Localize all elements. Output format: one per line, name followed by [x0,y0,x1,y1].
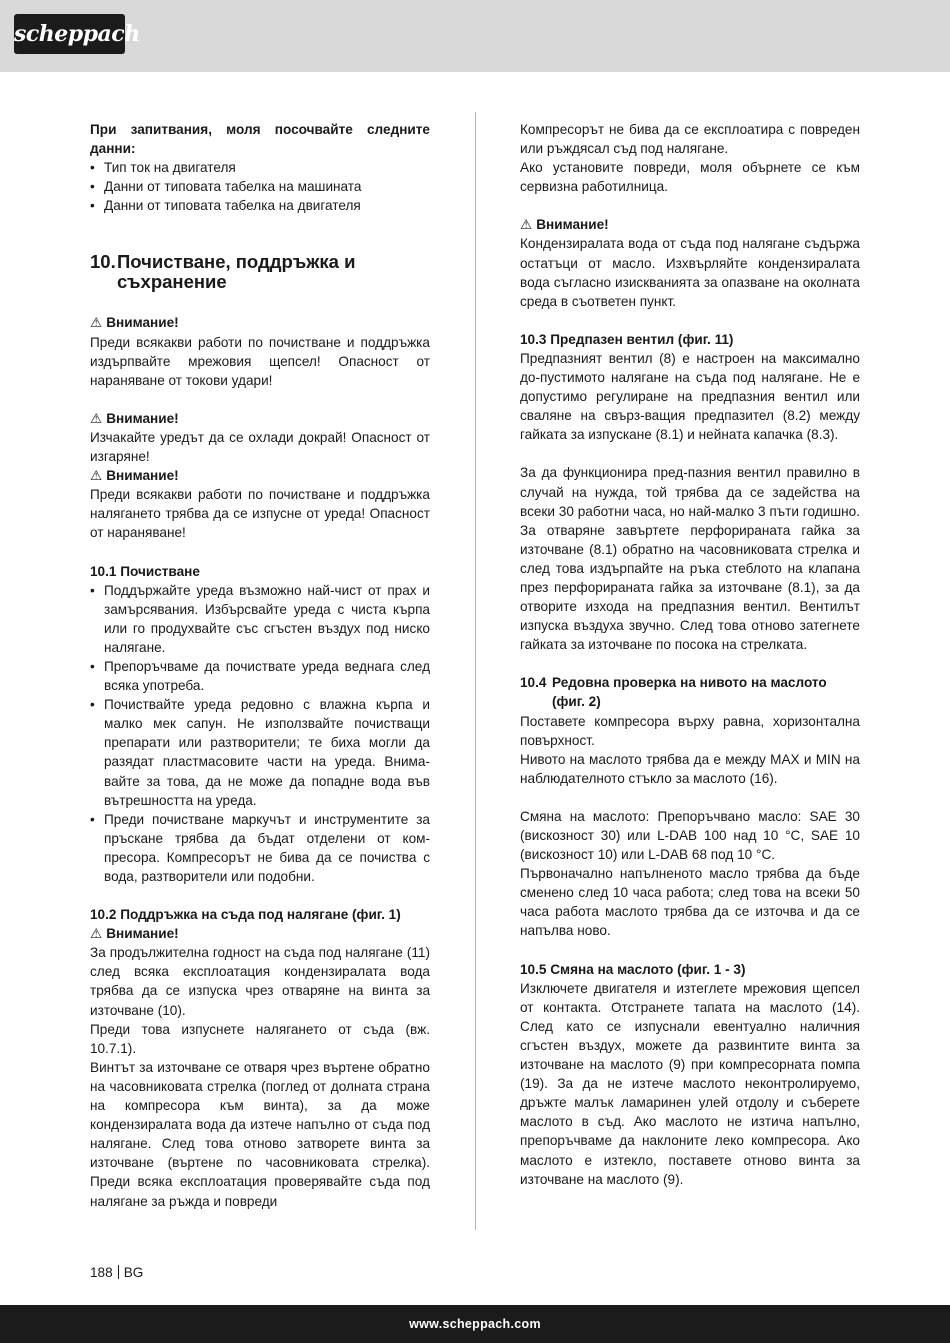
column-divider [475,112,476,1230]
paragraph: Смяна на маслото: Препоръчвано масло: SAE 30 (вискозност 30) или L-DAB 100 над 10 °C, SAE 10 (вискозност 10) или L-DAB 68 под 10 °C. [520,808,860,863]
subsection-heading: 10.5 Смяна на маслото (фиг. 1 - 3) [520,961,746,977]
website-link[interactable]: www.scheppach.com [409,1317,541,1331]
language-code: BG [123,1265,144,1280]
page-footer [90,1265,143,1281]
warning-label: ⚠ Внимание! [520,215,860,234]
paragraph: Предпазният вентил (8) е настроен на максимално до-пустимото налягане на съда под налягане. Не е допустимо регулиране на предпазния вентил или сваляне на свърз-ващия предпазител (8.2) между гайката за изпускане (8.1) и нейната капачка (8.3). [520,350,860,443]
list-item: • Преди почистване маркучът и инструментите за пръскане трябва да бъдат отделени от компресора. Компресорът не бива да се почиства с вода, разтворители или подобни. [90,811,430,884]
warning-label: ⚠ Внимание! [90,924,430,943]
intro-list [90,158,430,215]
paragraph: Преди това изпуснете налягането от съда (вж. 10.7.1). [90,1021,430,1056]
warning-icon: ⚠ [90,468,103,484]
warning-icon: ⚠ [90,410,103,426]
footer-band [0,1305,950,1343]
list-item: • Тип ток на двигателя [90,160,236,176]
paragraph: Изключете двигателя и изтеглете мрежовия щепсел от контакта. Отстранете тапата на маслото (14). След като се изпуснали евентуално наличния сгъстен въздух, можете да развинтите винта за източване на маслото (9) при компресорната помпа (19). За да не изтече маслото неконтролируемо, дръжте малък ламаринен улей отдолу и съберете маслото в съд. Ако маслото не изтича напълно, препоръчваме да наклоните леко компресора. Ако маслото е изтекло, поставете отново винта за източване на маслото (9). [520,980,860,1187]
paragraph: За продължителна годност на съда под налягане (11) след всяка експлоатация кондензиралата вода трябва да се изпуска чрез отваряне на винта за източване (10). [90,945,430,1018]
paragraph: Ако установите повреди, моля обърнете се към сервизна работилница. [520,160,860,195]
list-item: • Данни от типовата табелка на машината [90,179,362,195]
warning-text: Преди всякакви работи по почистване и поддръжка налягането трябва да се изпусне от уреда! Опасност от нараняване! [90,487,430,541]
header-band [0,0,950,72]
left-column [90,120,430,1211]
cleaning-list [90,581,430,887]
intro-heading: При запитвания, моля посочвайте следните данни: [90,122,430,157]
warning-icon: ⚠ [90,926,103,942]
paragraph: Компресорът не бива да се експлоатира с повреден или ръждясал съд под налягане. [520,122,860,157]
warning-label: ⚠ Внимание! [90,409,430,428]
list-item: • Данни от типовата табелка на двигателя [90,198,361,214]
list-item: • Препоръчваме да почиствате уреда веднага след всяка употреба. [90,658,430,694]
list-item: • Почиствайте уреда редовно с влажна кърпа и малко мек сапун. Не използвайте почистващи препарати или разтворители; те биха могли да разядат пластмасовите части на уреда. Внимавайте за това, да не може да попадне вода във вътрешността на уреда. [90,697,430,808]
subsection-heading: 10.3 Предпазен вентил (фиг. 11) [520,331,734,347]
right-column [520,120,860,1189]
section-number: 10. [90,251,116,273]
warning-text: Преди всякакви работи по почистване и поддръжка издърпвайте мрежовия щепсел! Опасност от нараняване от токови удари! [90,334,430,388]
paragraph: Винтът за източване се отваря чрез въртене обратно на часовниковата стрелка (поглед от долната страна на компресора към винта), за да може кондензиралата вода да изтече напълно от съда под налягане. След това отново затворете винта за източване (въртене по часовниковата стрелка). Преди всяка експлоатация проверявайте съда под налягане за ръжда и повреди [90,1059,430,1209]
warning-text: Кондензиралата вода от съда под налягане съдържа остатъци от масло. Изхвърляйте кондензиралата вода съгласно изискванията за опазване на околната среда в съответен пункт. [520,236,860,309]
subsection-heading: 10.2 Поддръжка на съда под налягане (фиг. 1) [90,907,401,923]
paragraph: Поставете компресора върху равна, хоризонтална повърхност. [520,713,860,748]
paragraph: За да функционира пред-пазния вентил правилно в случай на нужда, той трябва да се задейства на всеки 30 работни часа, но най-малко 3 пъти годишно. За отваряне завъртете перфорираната гайка за източване (8.1) обратно на часовниковата стрелка и след това издърпайте на ръка стеблото на клапана през перфорираната гайка за източване (8.1), за да отворите изхода на предпазния вентил. Вентилът изпуска въздуха звучно. След това отново затегнете гайката за източване по посока на стрелката. [520,465,860,653]
section-title: Почистване, поддръжка и съхранение [117,251,356,293]
paragraph: Нивото на маслото трябва да е между MAX и MIN на наблюдателното стъкло за маслото (16). [520,751,860,786]
warning-label: ⚠ Внимание! [90,313,430,332]
section-heading [90,252,430,292]
paragraph: Първоначално напълненото масло трябва да бъде сменено след 10 часа работа; след това на всеки 50 часа работа маслото трябва да се източва и да се напълва ново. [520,866,860,939]
footer-separator [118,1265,119,1279]
page-number: 188 [90,1265,113,1280]
warning-label: ⚠ Внимание! [90,466,430,485]
warning-icon: ⚠ [520,217,533,233]
subsection-heading: 10.4 Редовна проверка на нивото на маслото (фиг. 2) [520,675,827,710]
warning-icon: ⚠ [90,315,103,331]
brand-logo: scheppach [14,14,125,54]
warning-text: Изчакайте уредът да се охлади докрай! Опасност от изгаряне! [90,429,430,465]
list-item: • Поддържайте уреда възможно най-чист от прах и замърсявания. Избърсвайте уреда с чиста кърпа или го продухвайте със сгъстен въздух под ниско налягане. [90,582,430,655]
subsection-heading: 10.1 Почистване [90,563,200,579]
